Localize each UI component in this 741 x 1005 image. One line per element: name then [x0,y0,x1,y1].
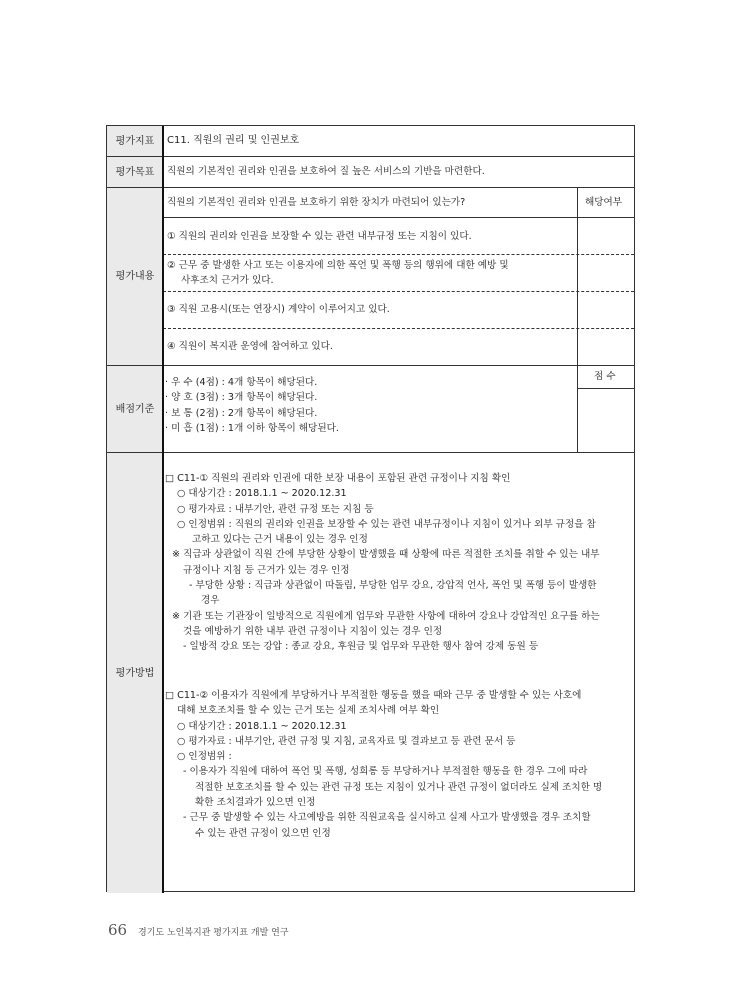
method-line: - 근무 중 발생할 수 있는 사고예방을 위한 직원교육을 실시하고 실제 사고가 발생했을 경우 조치할 [183,812,591,824]
item-divider [163,254,634,255]
scoring-list [165,375,339,436]
row-divider [107,156,634,157]
method-section-2-title: □ C11-② 이용자가 직원에게 부당하거나 부적절한 행동을 했을 때와 근무 중 발생할 수 있는 사호에 [165,690,582,701]
scoring-item: · 우 수 (4점) : 4개 항목이 해당된다. [165,377,318,388]
method-line: ※ 직급과 상관없이 직원 간에 부당한 상황이 발생했을 때 상황에 따른 적절한 조치를 취할 수 있는 내부 [172,549,600,561]
item-divider [163,328,634,329]
method-line: 적절한 보호조치를 할 수 있는 관련 규정 또는 지침이 있거나 관련 규정이 없더라도 실제 조치한 명 [195,781,603,793]
check-column-divider [577,187,578,453]
method-section-2-title-cont: 대해 보호조치를 할 수 있는 근거 또는 실제 조치사례 여부 확인 [177,705,440,717]
label-scoring [107,366,163,453]
indicator-value: C11. 직원의 권리 및 인권보호 [167,135,300,146]
method-line: ○ 대상기간 : 2018.1.1 ~ 2020.12.31 [177,488,347,500]
goal-value: 직원의 기본적인 권리와 인권을 보호하여 질 높은 서비스의 기반을 마련한다. [167,166,485,177]
method-section-2 [165,688,602,841]
method-line: ○ 인정범위 : [177,751,232,763]
method-line: 확한 조치결과가 있으면 인정 [195,797,316,809]
label-goal-text: 평가목표 [115,167,155,178]
method-line: ○ 대상기간 : 2018.1.1 ~ 2020.12.31 [177,720,347,732]
method-section-1 [165,471,600,655]
row-divider [107,452,634,453]
method-line: - 이용자가 직원에 대하여 폭언 및 폭행, 성희롱 등 부당하거나 부적절한 행동을 한 경우 그에 따라 [183,766,588,778]
content-item-1: ① 직원의 권리와 인권을 보장할 수 있는 관련 내부규정 또는 지침이 있다. [167,231,472,242]
content-question: 직원의 기본적인 권리와 인권을 보호하기 위한 장치가 마련되어 있는가? [167,197,466,208]
scoring-item: · 양 호 (3점) : 3개 항목이 해당된다. [165,392,318,404]
method-line: - 부당한 상황 : 직급과 상관없이 따돌림, 부당한 업무 강요, 강압적 언사, 폭언 및 폭행 등이 발생한 [189,580,597,592]
method-line: ○ 평가자료 : 내부기안, 관련 규정 및 지침, 교육자료 및 결과보고 등 관련 문서 등 [177,735,516,747]
label-scoring-text: 배점기준 [115,404,155,415]
content-item-2-cont: 사후조치 근거가 있다. [181,275,274,286]
method-line: 것을 예방하기 위한 내부 관련 규정이나 지침이 있는 경우 인정 [183,625,443,637]
label-indicator [107,126,163,156]
footer-title: 경기도 노인복지관 평가지표 개발 연구 [138,928,289,938]
item-divider [163,291,634,292]
method-line: 수 있는 관련 규정이 있으면 인정 [195,827,331,839]
check-header: 해당여부 [585,197,623,208]
row-divider [107,365,634,366]
label-content-text: 평가내용 [115,271,155,282]
method-line: ○ 평가자료 : 내부기안, 관련 규정 또는 지침 등 [177,503,374,515]
evaluation-table [106,125,635,892]
label-indicator-text: 평가지표 [115,135,155,147]
label-method [107,453,163,893]
label-content [107,188,163,365]
method-line: - 일방적 강요 또는 강압 : 종교 강요, 후원금 및 업무와 무관한 행사 참여 강제 동원 등 [183,641,539,653]
method-line: 고하고 있다는 근거 내용이 있는 경우 인정 [192,534,368,546]
method-line: ※ 기관 또는 기관장이 일방적으로 직원에게 업무와 무관한 사항에 대하여 강요나 강압적인 요구를 하는 [172,610,600,622]
label-goal [107,157,163,188]
label-column-divider [162,126,164,893]
content-question-divider [163,217,634,218]
label-method-text: 평가방법 [115,667,155,679]
scoring-item: · 미 흡 (1점) : 1개 이하 항목이 해당된다. [165,422,339,434]
scoring-item: · 보 통 (2점) : 2개 항목이 해당된다. [165,407,318,419]
row-divider [107,187,634,188]
method-line: ○ 인정범위 : 직원의 권리와 인권을 보장할 수 있는 관련 내부규정이나 지침이 있거나 외부 규정을 참 [177,518,596,530]
page-number: 66 [108,921,128,939]
method-section-1-title: □ C11-① 직원의 권리와 인권에 대한 보장 내용이 포함된 관련 규정이나 지침 확인 [165,473,511,484]
method-line: 경우 [201,595,220,607]
score-header: 점 수 [594,371,616,382]
content-item-4: ④ 직원이 복지관 운영에 참여하고 있다. [167,341,333,352]
content-item-3: ③ 직원 고용시(또는 연장시) 계약이 이루어지고 있다. [167,304,390,315]
score-header-divider [577,388,634,389]
content-item-2: ② 근무 중 발생한 사고 또는 이용자에 의한 폭언 및 폭행 등의 행위에 대한 예방 및 [167,260,509,271]
method-line: 규정이나 지침 등 근거가 있는 경우 인정 [183,564,350,576]
